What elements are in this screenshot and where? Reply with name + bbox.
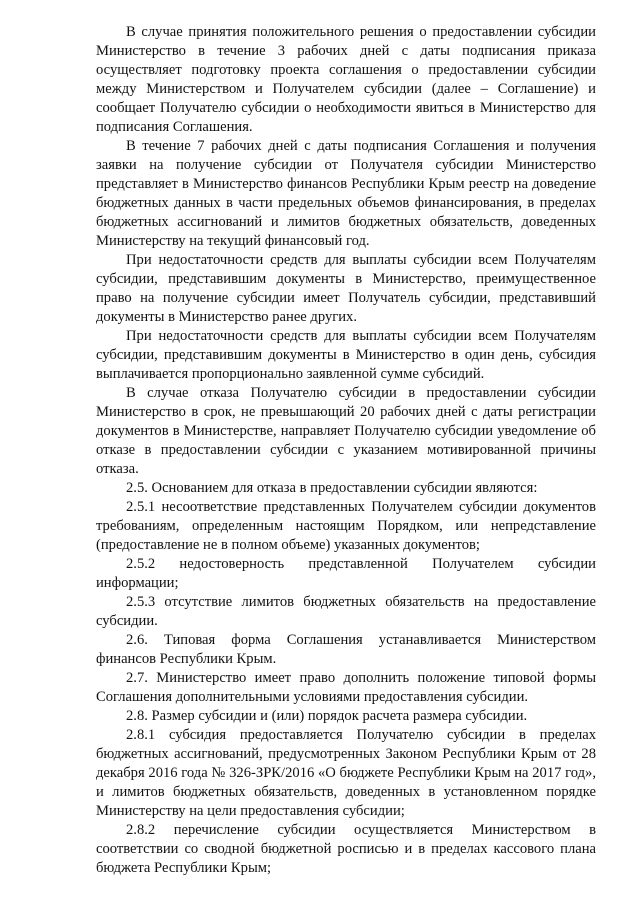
paragraph: В случае отказа Получателю субсидии в предоставлении субсидии Министерство в срок, не превышающий 20 рабочих дней с даты регистрации документов в Министерстве, направляет Получателю субсидии уведомление об отказе в предоставлении субсидии с указанием мотивированной причины отказа. (96, 385, 596, 477)
paragraph: 2.5.3 отсутствие лимитов бюджетных обязательств на предоставление субсидии. (96, 594, 596, 629)
paragraph: При недостаточности средств для выплаты субсидии всем Получателям субсидии, представившим документы в Министерство в один день, субсидия выплачивается пропорционально заявленной сумме субсидий. (96, 328, 596, 382)
paragraph: 2.5.1 несоответствие представленных Получателем субсидии документов требованиям, определенным настоящим Порядком, или непредставление (предоставление не в полном объеме) указанных документов; (96, 499, 596, 553)
paragraph: 2.6. Типовая форма Соглашения устанавливается Министерством финансов Республики Крым. (96, 632, 596, 667)
paragraph: 2.7. Министерство имеет право дополнить положение типовой формы Соглашения дополнительными условиями предоставления субсидии. (96, 670, 596, 705)
paragraph: 2.8. Размер субсидии и (или) порядок расчета размера субсидии. (126, 708, 528, 724)
paragraph: 2.8.1 субсидия предоставляется Получателю субсидии в пределах бюджетных ассигнований, предусмотренных Законом Республики Крым от 28 декабря 2016 года № 326-ЗРК/2016 «О бюджете Республики Крым на 2017 год», и лимитов бюджетных обязательств, доведенных в установленном порядке Министерству на цели предоставления субсидии; (96, 727, 596, 819)
paragraph: 2.5.2 недостоверность представленной Получателем субсидии информации; (96, 556, 596, 591)
paragraph: 2.8.2 перечисление субсидии осуществляется Министерством в соответствии со сводной бюджетной росписью и в пределах кассового плана бюджета Республики Крым; (96, 822, 596, 876)
paragraph: При недостаточности средств для выплаты субсидии всем Получателям субсидии, представившим документы в Министерство, преимущественное право на получение субсидии имеет Получатель субсидии, представивший документы в Министерство ранее других. (96, 252, 596, 325)
paragraph: 2.5. Основанием для отказа в предоставлении субсидии являются: (126, 480, 538, 496)
paragraph: В течение 7 рабочих дней с даты подписания Соглашения и получения заявки на получение субсидии от Получателя субсидии Министерство представляет в Министерство финансов Республики Крым реестр на доведение бюджетных данных в части предельных объемов финансирования, в пределах бюджетных ассигнований и лимитов бюджетных обязательств, доведенных Министерству на текущий финансовый год. (96, 138, 596, 249)
document-body (96, 23, 596, 878)
paragraph: В случае принятия положительного решения о предоставлении субсидии Министерство в течение 3 рабочих дней с даты подписания приказа осуществляет подготовку проекта соглашения о предоставлении субсидии между Министерством и Получателем субсидии (далее – Соглашение) и сообщает Получателю субсидии о необходимости явиться в Министерство для подписания Соглашения. (96, 24, 596, 135)
